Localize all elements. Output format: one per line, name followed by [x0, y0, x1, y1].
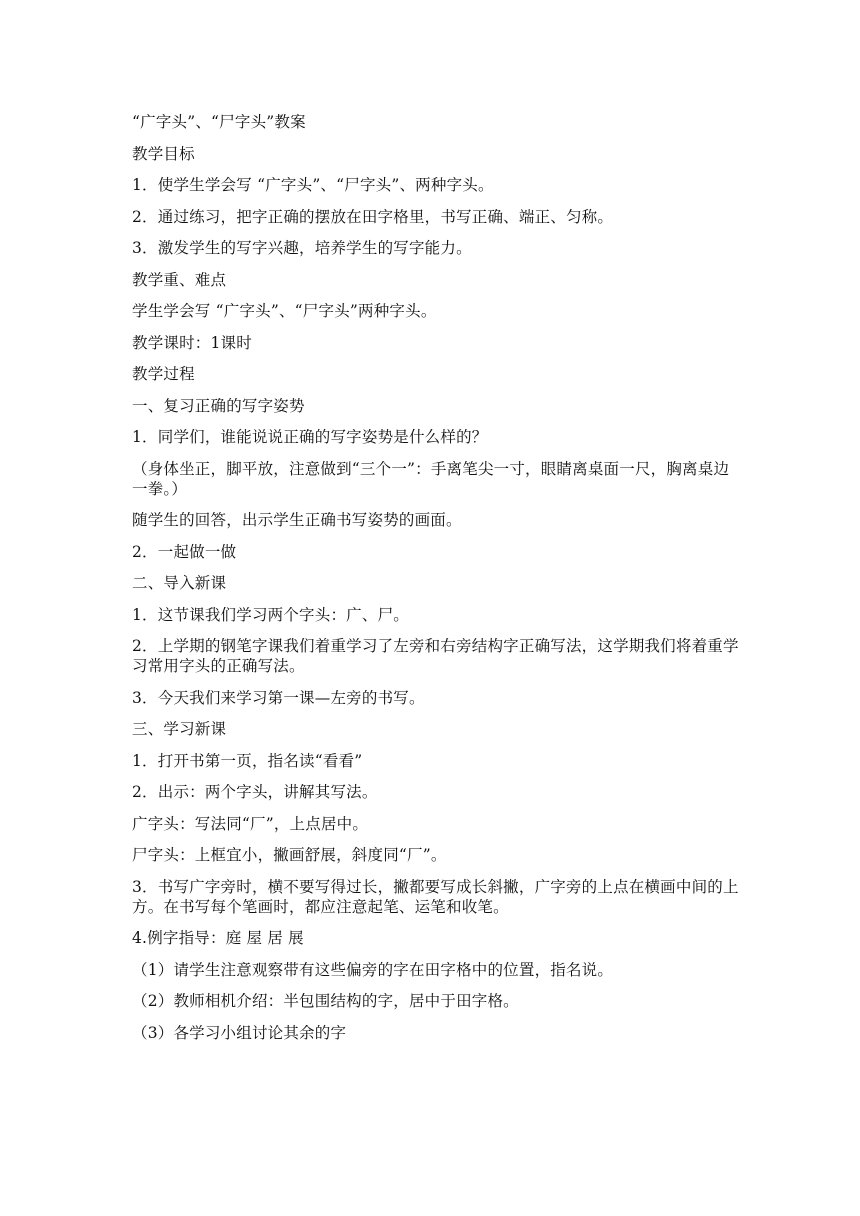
document-body [132, 112, 742, 1054]
key-points-text: 学生学会写 “广字头”、“尸字头”两种字头。 [132, 302, 437, 320]
section-2-heading: 二、导入新课 [132, 574, 227, 592]
section-3-item-4: 4.例字指导：庭 屋 居 展 [132, 929, 304, 947]
goal-item-1: 1．使学生学会写 “广字头”、“尸字头”、两种字头。 [132, 176, 494, 194]
heading-key-points: 教学重、难点 [132, 270, 227, 289]
class-hours: 教学课时：1课时 [132, 333, 252, 352]
example-step-3: （3）各学习小组讨论其余的字 [132, 1023, 347, 1042]
example-step-1: （1）请学生注意观察带有这些偏旁的字在田字格中的位置，指名说。 [132, 960, 614, 979]
goal-item-3: 3．激发学生的写字兴趣，培养学生的写字能力。 [132, 239, 472, 257]
section-3-heading: 三、学习新课 [132, 720, 227, 738]
heading-teaching-process: 教学过程 [132, 365, 195, 383]
section-1-heading: 一、复习正确的写字姿势 [132, 396, 305, 415]
section-1-item-2: 2．一起做一做 [132, 542, 237, 561]
document-title: “广字头”、“尸字头”教案 [132, 113, 306, 131]
shi-radical-method: 尸字头：上框宜小，撇画舒展，斜度同“厂”。 [132, 846, 447, 864]
goal-item-2: 2．通过练习，把字正确的摆放在田字格里，书写正确、端正、匀称。 [132, 207, 614, 226]
section-3-item-2: 2．出示：两个字头，讲解其写法。 [132, 783, 378, 801]
section-3-item-3: 3．书写广字旁时，横不要写得过长，撇都要写成长斜撇，广字旁的上点在横画中间的上方。在书写每个笔画时，都应注意起笔、运笔和收笔。 [132, 877, 739, 916]
section-2-item-3: 3．今天我们来学习第一课—左旁的书写。 [132, 688, 425, 707]
section-1-item-1: 1．同学们，谁能说说正确的写字姿势是什么样的？ [132, 428, 488, 446]
heading-teaching-goals: 教学目标 [132, 144, 195, 163]
posture-show-picture: 随学生的回答，出示学生正确书写姿势的画面。 [132, 511, 462, 529]
posture-description: （身体坐正，脚平放，注意做到“三个一”：手离笔尖一寸，眼睛离桌面一尺，胸离桌边一拳。） [132, 459, 730, 498]
section-2-item-2: 2．上学期的钢笔字课我们着重学习了左旁和右旁结构字正确写法，这学期我们将着重学习常用字头的正确写法。 [132, 637, 739, 675]
section-2-item-1: 1．这节课我们学习两个字头：广、尸。 [132, 605, 409, 624]
example-step-2: （2）教师相机介绍：半包围结构的字，居中于田字格。 [132, 992, 519, 1010]
section-3-item-1: 1．打开书第一页，指名读“看看” [132, 751, 363, 770]
guang-radical-method: 广字头：写法同“厂”，上点居中。 [132, 814, 369, 833]
